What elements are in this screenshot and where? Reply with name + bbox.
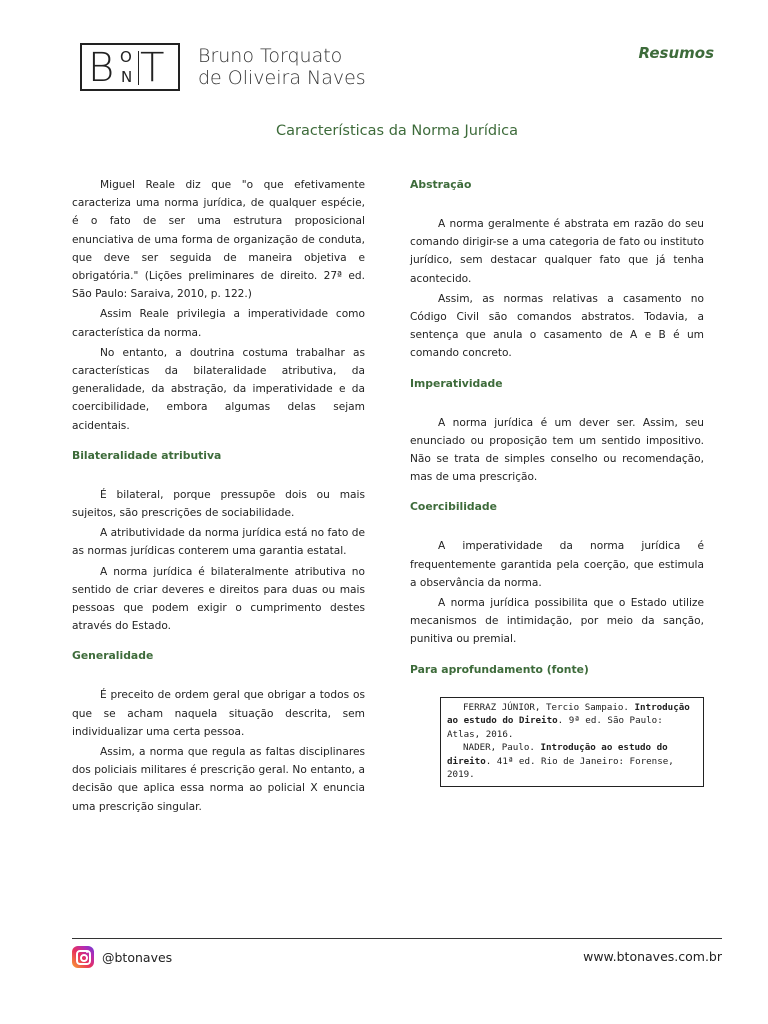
author-name-line1: Bruno Torquato [198,45,343,67]
section-heading-imperatividade: Imperatividade [410,376,503,390]
section-heading-coercibilidade: Coercibilidade [410,500,497,514]
author-name [198,45,366,89]
paragraph: Miguel Reale diz que "o que efetivamente caracteriza uma norma jurídica, de qualquer espécie, é o fato de ser uma estrutura proposicional enunciativa de uma forma de organização de conduta, que deve ser seguida de maneira objetiva e obrigatória." (Lições preliminares de direito. 27ª ed. São Paulo: Saraiva, 2010, p. 122.) [72,179,365,301]
paragraph: No entanto, a doutrina costuma trabalhar as características da bilateralidade atributiva, da generalidade, da abstração, da imperatividade e da coercibilidade, embora algumas delas sejam acidentais. [72,346,365,432]
paragraph: A norma geralmente é abstrata em razão do seu comando dirigir-se a uma categoria de fato ou instituto jurídico, sem destacar qualquer fato que já tenha acontecido. [410,218,704,285]
reference-author: NADER, Paulo. [463,742,541,754]
paragraph: Assim, as normas relativas a casamento no Código Civil são comandos abstratos. Todavia, a sentença que anula o casamento de A e B é um comando concreto. [410,292,704,360]
section-heading-aprofundamento: Para aprofundamento (fonte) [410,662,589,676]
right-column [410,176,704,787]
page-title: Características da Norma Jurídica [275,123,518,139]
reference-author: FERRAZ JÚNIOR, Tercio Sampaio. [463,701,635,713]
reference-item [447,741,697,782]
reference-title: Introdução ao estudo do direito [447,742,668,767]
paragraph: A norma jurídica é bilateralmente atributiva no sentido de criar deveres e direitos para duas ou mais pessoas que podem exigir o cumprimento destes através do Estado. [72,565,365,633]
logo-letter-b: B [88,45,115,91]
section-heading-bilateralidade: Bilateralidade atributiva [72,448,222,462]
logo-divider [138,51,139,85]
logo [80,43,366,91]
left-column [72,176,365,818]
paragraph: É bilateral, porque pressupõe dois ou mais sujeitos, são prescrições de sociabilidade. [72,488,365,520]
website-link[interactable]: www.btonaves.com.br [583,949,722,964]
paragraph: Assim Reale privilegia a imperatividade como característica da norma. [72,308,365,339]
paragraph: A imperatividade da norma jurídica é frequentemente garantida pela coerção, que estimula a observância da norma. [410,540,704,589]
logo-mark [80,43,180,91]
instagram-handle: @btonaves [102,949,173,965]
logo-letter-o: O [120,48,132,66]
reference-title: Introdução ao estudo do Direito [447,701,690,727]
paragraph: A atributividade da norma jurídica está no fato de as normas jurídicas conterem uma garantia estatal. [72,527,365,558]
paragraph: É preceito de ordem geral que obrigar a todos os que se acham naquela situação descrita, sem individualizar uma certa pessoa. [72,689,365,738]
paragraph: A norma jurídica possibilita que o Estado utilize mecanismos de intimidação, por meio da sanção, punitiva ou premial. [410,597,704,646]
section-heading-abstracao: Abstração [410,178,472,191]
reference-details: . 9ª ed. São Paulo: Atlas, 2016. [447,715,663,740]
paragraph: A norma jurídica é um dever ser. Assim, seu enunciado ou proposição tem um sentido impositivo. Não se trata de simples conselho ou recomendação, mas de uma prescrição. [410,416,704,484]
reference-item [447,701,697,742]
logo-letter-t: T [140,45,165,91]
references-box [440,697,704,787]
reference-details: . 41ª ed. Rio de Janeiro: Forense, 2019. [447,755,674,781]
section-heading-generalidade: Generalidade [72,649,154,663]
author-name-line2: de Oliveira Naves [198,67,366,89]
instagram-link[interactable] [72,946,172,968]
paragraph: Assim, a norma que regula as faltas disciplinares dos policiais militares é prescrição geral. No entanto, a decisão que aplica essa norma ao policial X enuncia uma prescrição singular. [72,746,365,813]
footer-divider [72,938,722,939]
logo-letter-n: N [121,68,133,86]
header-tag: Resumos [638,44,714,62]
instagram-icon [72,946,94,968]
